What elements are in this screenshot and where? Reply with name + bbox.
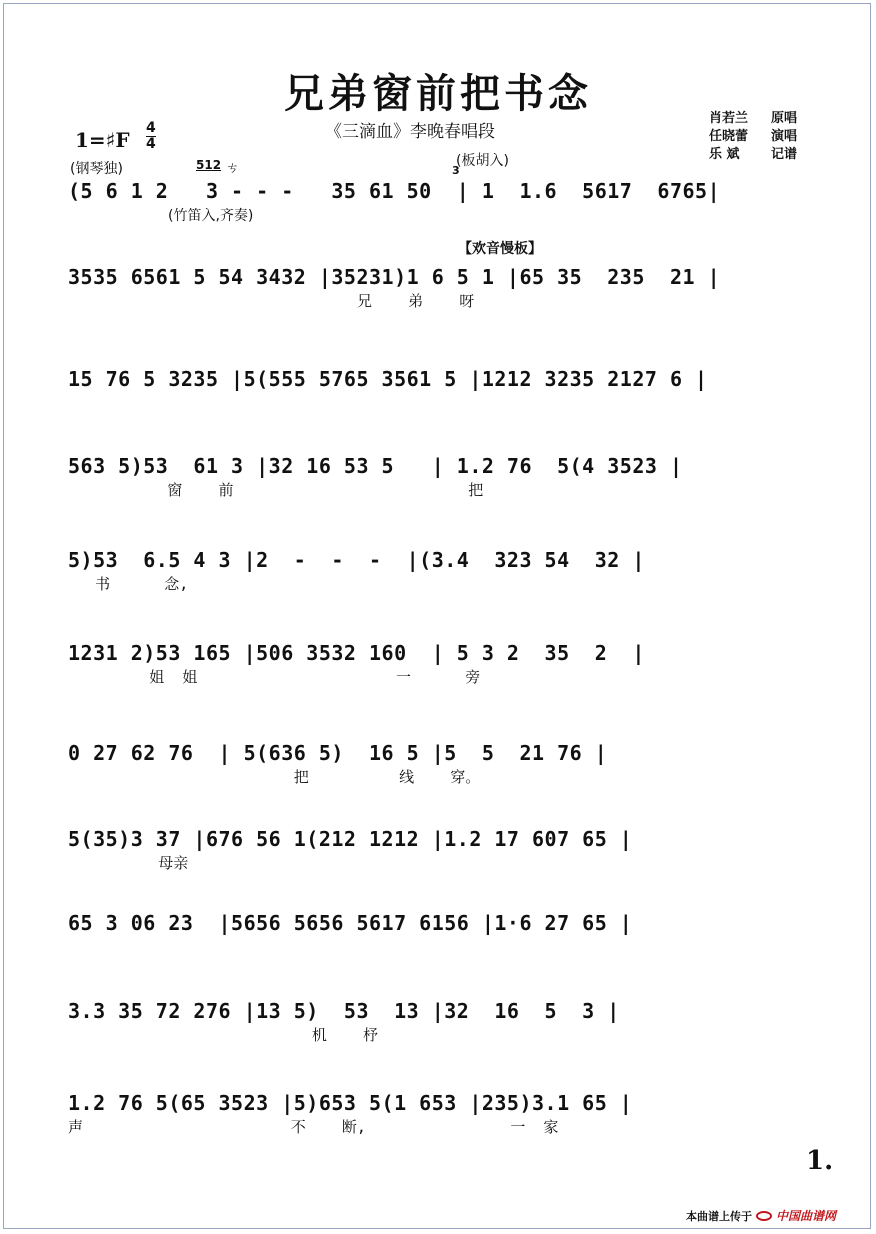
lyrics-text: 把 线 穿。: [68, 768, 481, 786]
lyrics-text: 声 不 断, 一 家: [68, 1118, 559, 1136]
score-line: [68, 545, 840, 593]
notation-text: 15 76 5 3235 |5(555 5765 3561 5 |1212 3235 2127 6 |: [68, 367, 708, 391]
credit-row: [709, 146, 797, 164]
score-line: [68, 262, 840, 310]
lyrics-text: 母亲: [68, 854, 189, 872]
notation-text: 1231 2)53 165 |506 3532 160 | 5 3 2 35 2 |: [68, 641, 645, 665]
time-signature: [146, 121, 156, 152]
site-logo-icon: [756, 1211, 772, 1221]
score-line: [68, 908, 840, 948]
notation-text: 1.2 76 5(65 3523 |5)653 5(1 653 |235)3.1 65 |: [68, 1091, 633, 1115]
grace-notes: 512: [196, 158, 222, 172]
lyrics-text: 窗 前 把: [68, 481, 484, 499]
notation-text: 563 5)53 61 3 |32 16 53 5 | 1.2 76 5(4 3523 |: [68, 454, 683, 478]
grace-mark: ㄘ: [226, 161, 240, 176]
meter-top: 4: [146, 120, 156, 136]
score-line: [68, 638, 840, 686]
score-line: [68, 451, 840, 499]
credit-role: 演唱: [771, 129, 798, 144]
song-subtitle: 《三滴血》李晚春唱段: [325, 122, 495, 142]
flute-entry-note: (竹笛入,齐奏): [168, 208, 254, 224]
lyrics-text: 姐 姐 一 旁: [68, 668, 481, 686]
piano-solo-note: (钢琴独): [70, 161, 123, 177]
credit-row: [709, 128, 797, 146]
key-signature: 1=♯F: [75, 128, 130, 152]
score-line: [68, 1088, 840, 1136]
score-line: [68, 996, 840, 1044]
site-name: 中国曲谱网: [776, 1209, 837, 1223]
footer: [686, 1207, 836, 1224]
meter-bottom: 4: [146, 136, 156, 152]
score-line: [68, 738, 840, 786]
notation-text: 5(35)3 37 |676 56 1(212 1212 |1.2 17 607 65 |: [68, 827, 633, 851]
notation-text: 65 3 06 23 |5656 5656 5617 6156 |1·6 27 65 |: [68, 911, 633, 935]
credit-role: 记谱: [771, 147, 798, 162]
credits-block: [709, 110, 797, 164]
notation-text: 5)53 6.5 4 3 |2 - - - |(3.4 323 54 32 |: [68, 548, 645, 572]
score-line: [68, 364, 840, 404]
section-marker: 【欢音慢板】: [458, 241, 542, 257]
lyrics-text: 兄 弟 呀: [68, 292, 475, 310]
song-title: 兄弟窗前把书念: [284, 70, 592, 117]
credit-role: 原唱: [771, 111, 798, 126]
notation-text: (5 6 1 2 3 - - - 35 61 50 | 1 1.6 5617 6765|: [68, 179, 721, 203]
notation-text: 3.3 35 72 276 |13 5) 53 13 |32 16 5 3 |: [68, 999, 620, 1023]
page-number: 1.: [806, 1146, 834, 1176]
score-line: [68, 824, 840, 872]
credit-row: [709, 110, 797, 128]
credit-name: 乐 斌: [709, 147, 740, 162]
credit-name: 肖若兰: [709, 111, 749, 126]
notation-text: 3535 6561 5 54 3432 |35231)1 6 5 1 |65 35 235 21 |: [68, 265, 721, 289]
lyrics-text: 书 念,: [68, 575, 189, 593]
notation-text: 0 27 62 76 | 5(636 5) 16 5 |5 5 21 76 |: [68, 741, 608, 765]
bangu-entry-note: (板胡入): [456, 153, 509, 169]
credit-name: 任晓蕾: [709, 129, 749, 144]
lyrics-text: 机 杼: [68, 1026, 378, 1044]
footer-text: 本曲谱上传于: [686, 1209, 752, 1223]
bangu-grace-note: 3: [452, 164, 460, 177]
score-line: [68, 176, 840, 216]
